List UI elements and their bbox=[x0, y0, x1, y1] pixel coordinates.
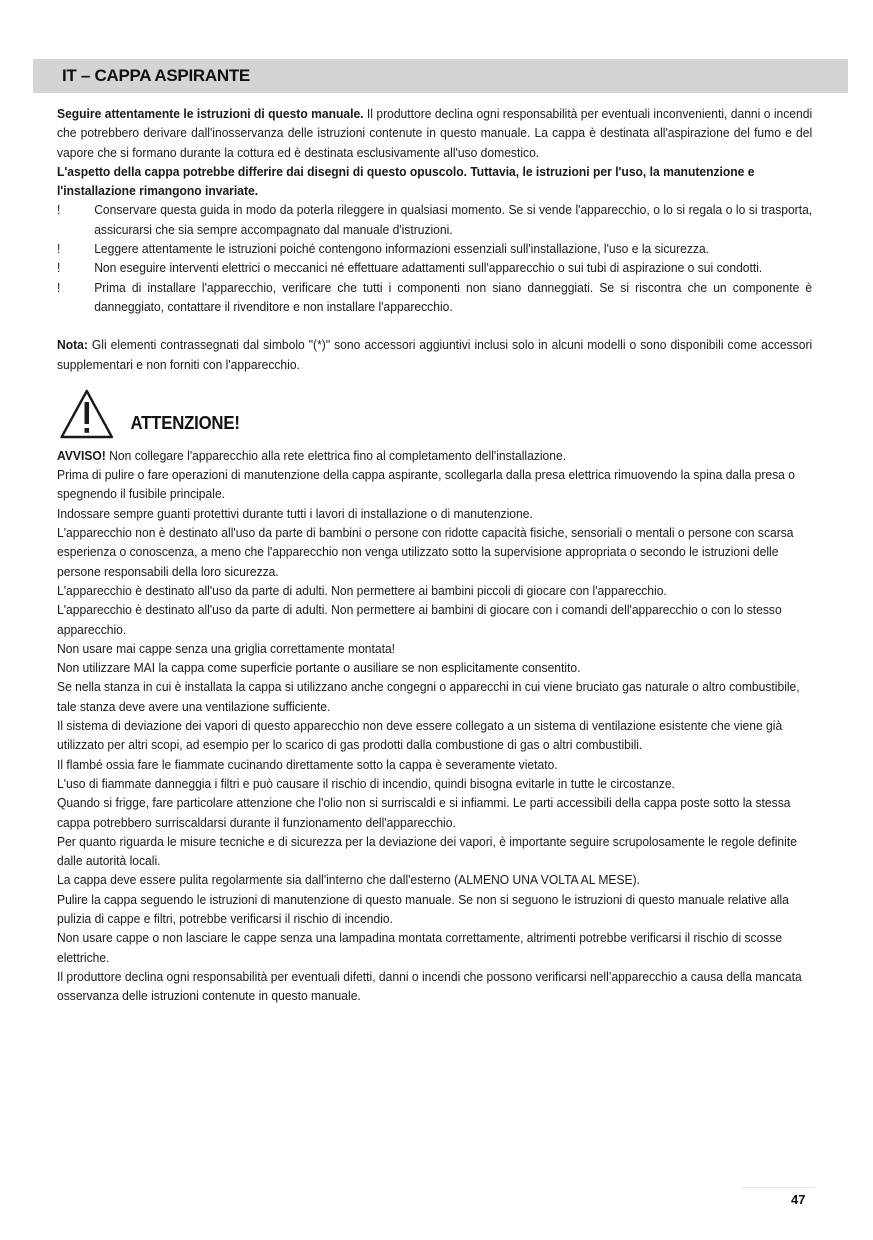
warning-paragraph: Per quanto riguarda le misure tecniche e di sicurezza per la deviazione dei vapori, è importante seguire scrupolosamente le regole definite dalle autorità locali. bbox=[57, 833, 797, 869]
document-body bbox=[57, 104, 812, 1005]
list-item bbox=[57, 239, 812, 258]
warning-paragraph: Non usare mai cappe senza una griglia correttamente montata! bbox=[57, 640, 396, 656]
warning-triangle-icon bbox=[59, 388, 115, 440]
warning-title: ATTENZIONE! bbox=[130, 412, 240, 433]
spacer bbox=[57, 316, 812, 335]
note-text: Gli elementi contrassegnati dal simbolo "(*)" sono accessori aggiuntivi inclusi solo in alcuni modelli o sono disponibili come accessori supplementari e non forniti con l'apparecchio. bbox=[57, 337, 813, 372]
warning-paragraph: L'uso di fiammate danneggia i filtri e può causare il rischio di incendio, quindi bisogna evitarle in tutte le circostanze. bbox=[57, 775, 675, 791]
exclamation-bullet-icon: ! bbox=[57, 260, 61, 276]
warning-paragraph: Quando si frigge, fare particolare attenzione che l'olio non si surriscaldi e si infiammi. Le parti accessibili della cappa poste sotto la stessa cappa potrebbero surriscaldarsi durante il funzionamento dell'apparecchio. bbox=[57, 795, 791, 830]
intro-bold-note: L'aspetto della cappa potrebbe differire dai disegni di questo opuscolo. Tuttavia, le istruzioni per l'uso, la manutenzione e l'installazione rimangono invariate. bbox=[57, 163, 755, 199]
footer-divider bbox=[742, 1187, 815, 1188]
exclamation-bullet-icon: ! bbox=[57, 241, 61, 257]
warning-paragraph: Il flambé ossia fare le fiammate cucinando direttamente sotto la cappa è severamente vietato. bbox=[57, 756, 558, 772]
list-item bbox=[57, 258, 812, 277]
warning-paragraph: La cappa deve essere pulita regolarmente sia dall'interno che dall'esterno (ALMENO UNA VOLTA AL MESE). bbox=[57, 872, 641, 888]
warning-paragraph: Se nella stanza in cui è installata la cappa si utilizzano anche congegni o apparecchi in cui viene bruciato gas naturale o altro combustibile, tale stanza deve avere una ventilazione sufficiente. bbox=[57, 679, 800, 714]
warning-paragraph: Il sistema di deviazione dei vapori di questo apparecchio non deve essere collegato a un sistema di ventilazione esistente che viene già utilizzato per altri scopi, ad esempio per lo scarico di gas prodotti dalla combustione di gas o altri combustibili. bbox=[57, 718, 783, 753]
section-title: IT – CAPPA ASPIRANTE bbox=[62, 66, 250, 85]
intro-bold-lead: Seguire attentamente le istruzioni di questo manuale. bbox=[57, 106, 364, 121]
warning-paragraph: Non usare cappe o non lasciare le cappe senza una lampadina montata correttamente, altrimenti potrebbe verificarsi il rischio di scosse elettriche. bbox=[57, 930, 783, 965]
intro-paragraph bbox=[57, 104, 812, 162]
safety-bullet-list bbox=[57, 200, 812, 316]
warning-lead bbox=[57, 446, 812, 465]
warning-lead-text: Non collegare l'apparecchio alla rete elettrica fino al completamento dell'installazione. bbox=[105, 447, 567, 463]
warning-paragraph: Prima di pulire o fare operazioni di manutenzione della cappa aspirante, scollegarla dalla presa elettrica rimuovendo la spina dalla presa o spegnendo il fusibile principale. bbox=[57, 467, 795, 502]
warning-paragraph: L'apparecchio è destinato all'uso da parte di adulti. Non permettere ai bambini di giocare con i comandi dell'apparecchio o con lo stesso apparecchio. bbox=[57, 602, 782, 637]
warning-paragraph: Indossare sempre guanti protettivi durante tutti i lavori di installazione o di manutenzione. bbox=[57, 505, 533, 521]
warning-paragraph: L'apparecchio è destinato all'uso da parte di adulti. Non permettere ai bambini piccoli di giocare con l'apparecchio. bbox=[57, 582, 667, 598]
list-item bbox=[57, 278, 812, 317]
note-paragraph bbox=[57, 335, 812, 374]
exclamation-bullet-icon: ! bbox=[57, 202, 61, 218]
warning-paragraph: Non utilizzare MAI la cappa come superficie portante o ausiliare se non esplicitamente consentito. bbox=[57, 660, 581, 676]
list-item-text: Prima di installare l'apparecchio, verificare che tutti i componenti non siano danneggiati. Se si riscontra che un componente è danneggiato, contattare il rivenditore e non installare l'apparecchio. bbox=[94, 279, 813, 314]
section-header-bar bbox=[33, 59, 848, 93]
page-number: 47 bbox=[791, 1192, 806, 1207]
warning-lead-label: AVVISO! bbox=[57, 447, 106, 463]
warning-paragraph: Pulire la cappa seguendo le istruzioni di manutenzione di questo manuale. Se non si seguono le istruzioni di questo manuale relative alla pulizia di cappe e filtri, potrebbe verificarsi il rischio di incendio. bbox=[57, 891, 789, 926]
exclamation-bullet-icon: ! bbox=[57, 279, 61, 295]
list-item-text: Leggere attentamente le istruzioni poiché contengono informazioni essenziali sull'installazione, l'uso e la sicurezza. bbox=[94, 241, 710, 257]
list-item bbox=[57, 200, 812, 239]
warning-paragraph: L'apparecchio non è destinato all'uso da parte di bambini o persone con ridotte capacità fisiche, sensoriali o mentali o persone con scarsa esperienza o conoscenza, a meno che l'apparecchio non venga utilizzato sotto la supervisione appropriata o secondo le istruzioni delle persone responsabili della loro sicurezza. bbox=[57, 525, 794, 579]
warning-paragraph: Il produttore declina ogni responsabilità per eventuali difetti, danni o incendi che possono verificarsi nell’apparecchio a causa della mancata osservanza delle istruzioni contenute in questo manuale. bbox=[57, 968, 802, 1004]
list-item-text: Conservare questa guida in modo da poterla rileggere in qualsiasi momento. Se si vende l'apparecchio, o lo si regala o lo si trasporta, assicurarsi che sia sempre accompagnato dal manuale d'istruzioni. bbox=[94, 202, 813, 237]
note-label: Nota: bbox=[57, 337, 88, 353]
intro-text: Il produttore declina ogni responsabilità per eventuali inconvenienti, danni o incendi che potrebbero derivare dall'inosservanza delle istruzioni contenute in questo manuale. La cappa è destinata all'aspirazione del fumo e del vapore che si formano durante la cottura ed è destinata esclusivamente all'uso domestico. bbox=[57, 106, 813, 160]
list-item-text: Non eseguire interventi elettrici o meccanici né effettuare adattamenti sull'apparecchio o sui tubi di aspirazione o sui condotti. bbox=[94, 260, 763, 276]
warning-heading bbox=[57, 388, 812, 446]
